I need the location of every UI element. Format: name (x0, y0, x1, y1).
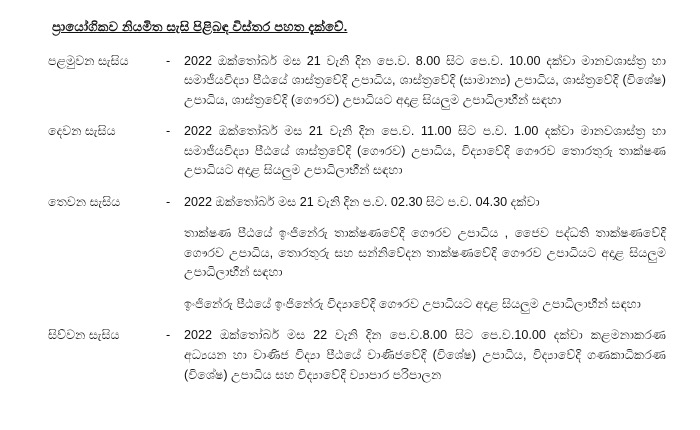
session-body (184, 122, 666, 181)
session-dash: - (166, 124, 171, 139)
session-dash: - (166, 53, 171, 68)
session-paragraph: 2022 ඔක්තෝබර් මස 21 වැනි දින පෙ.ව. 8.00 සිට පෙ.ව. 10.00 දක්වා මානවශාස්ත්‍ර හා සමාජීයවිද්‍යා පීඨයේ ශාස්ත්‍රවේදි උපාධිය, ශාස්ත්‍රවේදි (සාමාන්‍ය) උපාධිය, ශාස්ත්‍රවේදි (විශේෂ) උපාධිය, ශාස්ත්‍රවේදි (ගෞරව) උපාධියට අදාළ සියලුම උපාධිලාභීන් සඳහා (184, 53, 666, 107)
session-label: දෙවන සැසිය (48, 124, 116, 139)
session-entry (48, 193, 666, 315)
session-entry (48, 52, 666, 111)
session-body (184, 326, 666, 385)
page-title: ප්‍රායෝගිකව නියමිත සැසි පිළිබඳ විස්තර පහත දැක්වේ. (52, 19, 348, 34)
session-paragraph: 2022 ඔක්තෝබර් මස 21 වැනි දින ප.ව. 02.30 සිට ප.ව. 04.30 දක්වා (184, 194, 540, 209)
session-label: පළමුවන සැසිය (48, 53, 129, 68)
session-paragraph: ඉංජිනේරු පීඨයේ ඉංජිනේරු විද්‍යාවේදි ගෞරව උපාධියට අදාළ සියලුම උපාධිලාභීන් සඳහා (184, 296, 641, 311)
session-body (184, 193, 666, 315)
session-entry (48, 122, 666, 181)
session-label: තෙවන සැසිය (48, 194, 121, 209)
session-dash: - (166, 328, 171, 343)
session-paragraph: 2022 ඔක්තෝබර් මස 22 වැනි දින පෙ.ව.8.00 සිට පෙ.ව.10.00 දක්වා කළමනාකරණ අධ්‍යයන හා වාණිජ විද්‍යා පීඨයේ වාණිජවේදි (විශේෂ) උපාධිය, විද්‍යාවේදි ගණකාධිකරණ (විශේෂ) උපාධිය සහ විද්‍යාවේදි ව්‍යාපාර පරිපාලන (184, 328, 666, 382)
session-body (184, 52, 666, 111)
session-dash: - (166, 194, 171, 209)
session-entry (48, 326, 666, 385)
session-paragraph: තාක්ෂණ පීඨයේ ඉංජිනේරු තාක්ෂණවේදි ගෞරව උපාධිය , ජෛව පද්ධති තාක්ෂණවේදි ගෞරව උපාධිය, තොරතුරු සහ සන්නිවේදන තාක්ෂණවේදි ගෞරව උපාධියට අදාළ සියලුම උපාධිලාභීන් සඳහා (184, 226, 666, 280)
session-paragraph: 2022 ඔක්තෝබර් මස 21 වැනි දින පෙ.ව. 11.00 සිට ප.ව. 1.00 දක්වා මානවශාස්ත්‍ර හා සමාජීයවිද්‍යා පීඨයේ ශාස්ත්‍රවේදි (ගෞරව) උපාධිය, විද්‍යාවේදි ගෞරව තොරතුරු තාක්ෂණ උපාධියට අදාළ සියලුම උපාධිලාභීන් සඳහා (184, 124, 666, 178)
session-label: සිව්වන සැසිය (48, 328, 120, 343)
